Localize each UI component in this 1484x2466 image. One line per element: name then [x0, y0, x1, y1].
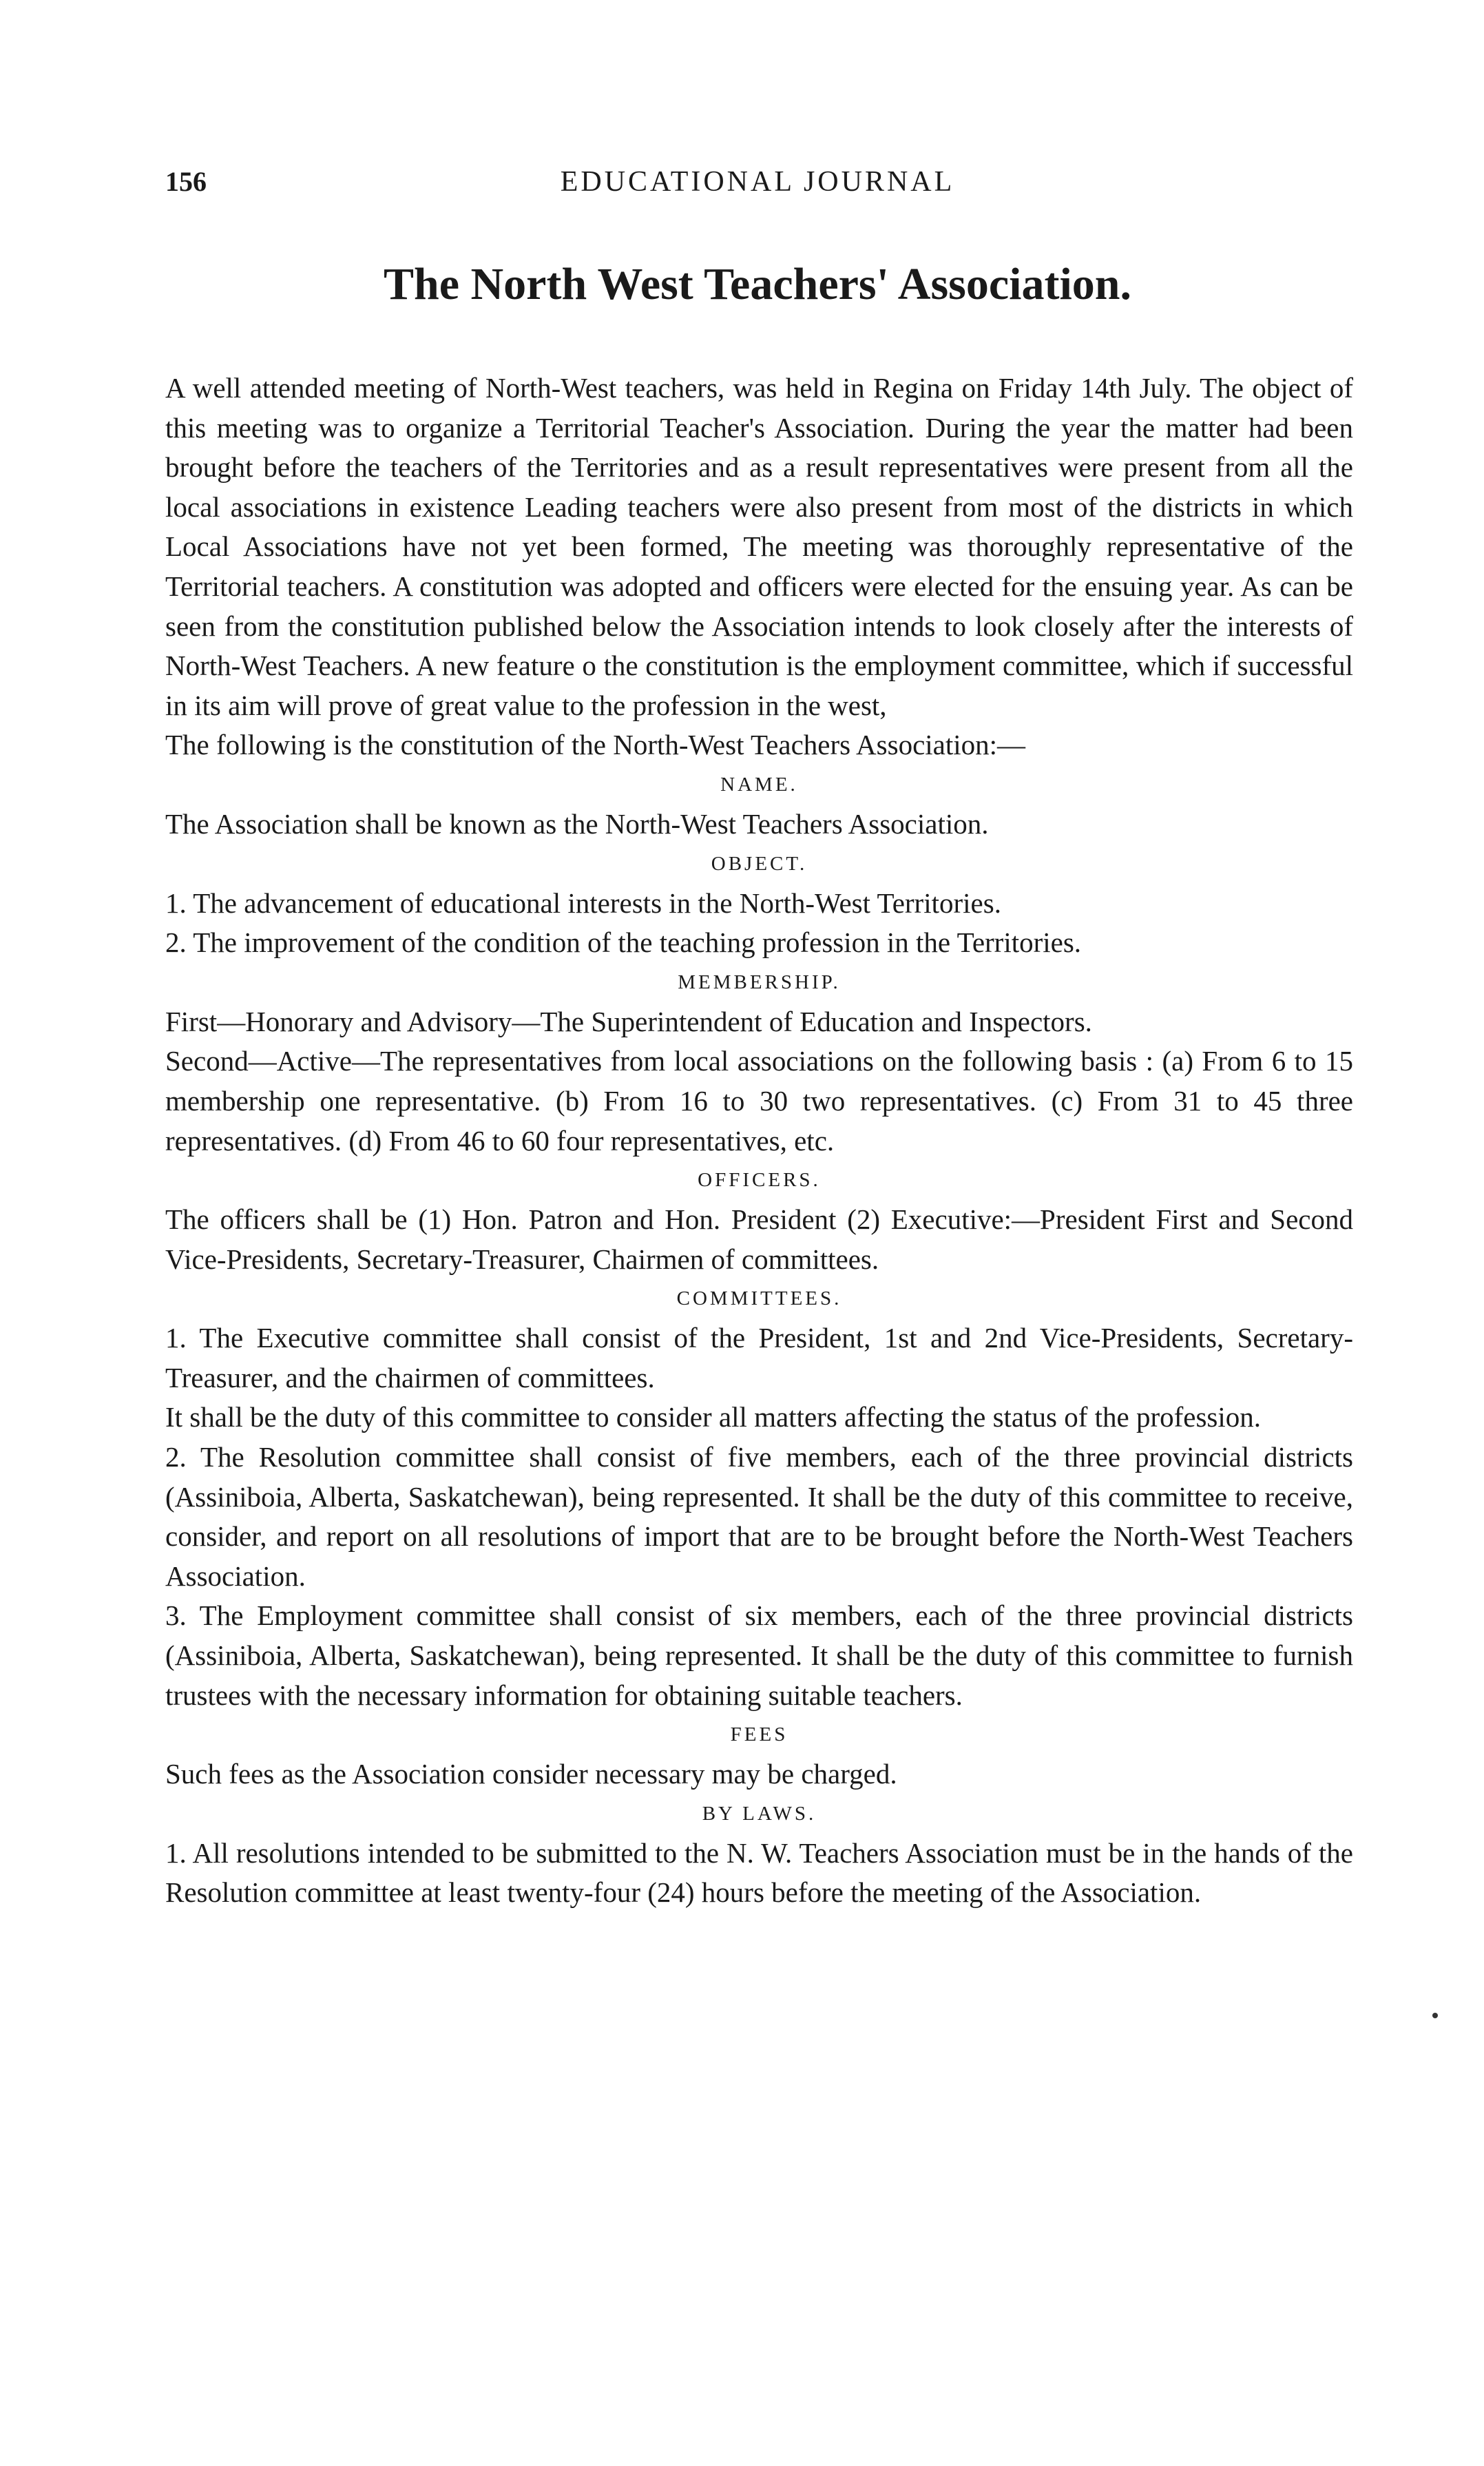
section-heading-object: OBJECT. [711, 852, 808, 875]
committee-resolution: 2. The Resolution committee shall consist of five members, each of the three provincial districts (Assiniboia, Alberta, Saskatchewan), being represented. It shall be the duty of this committee to receive, consider, and report on all resolutions of import that are to be brought before the North-West Teachers Association. [165, 1441, 1353, 1592]
officers-text: The officers shall be (1) Hon. Patron and Hon. President (2) Executive:—President First and Second Vice-Presidents, Secretary-Treasurer, Chairmen of committees. [165, 1203, 1353, 1275]
article-title: The North West Teachers' Association. [383, 259, 1131, 309]
section-heading-officers: OFFICERS. [698, 1169, 821, 1192]
running-head: EDUCATIONAL JOURNAL [560, 166, 955, 198]
object-item-1: 1. The advancement of educational interests in the North-West Territories. [165, 887, 1001, 919]
name-text: The Association shall be known as the North-West Teachers Association. [165, 807, 989, 840]
constitution-intro: The following is the constitution of the North-West Teachers Association:— [165, 729, 1026, 761]
stray-ink-dot [1432, 2013, 1438, 2018]
page-number: 156 [165, 166, 207, 197]
intro-paragraph: A well attended meeting of North-West teachers, was held in Regina on Friday 14th July. The object of this meeting was to organize a Territorial Teacher's Association. During the year the matter had been brought before the teachers of the Territories and as a result representatives were present from all the local associations in existence Leading teachers were also present from most of the districts in which Local Associations have not yet been formed, The meeting was thoroughly representative of the Territorial teachers. A constitution was adopted and officers were elected for the ensuing year. As can be seen from the constitution published below the Association intends to look closely after the interests of North-West Teachers. A new feature o the constitution is the employment committee, which if successful in its aim will prove of great value to the profession in the west, [165, 372, 1353, 721]
committee-employment: 3. The Employment committee shall consist of six members, each of the three provincial districts (Assiniboia, Alberta, Saskatchewan), being represented. It shall be the duty of this committee to furnish trustees with the necessary information for obtaining suitable teachers. [165, 1599, 1353, 1711]
bylaws-text: 1. All resolutions intended to be submitted to the N. W. Teachers Association must be in the hands of the Resolution committee at least twenty-four (24) hours before the meeting of the Association. [165, 1836, 1353, 1909]
committee-executive-duty: It shall be the duty of this committee to consider all matters affecting the status of the profession. [165, 1401, 1262, 1433]
section-heading-committees: COMMITTEES. [676, 1287, 842, 1310]
membership-first: First—Honorary and Advisory—The Superintendent of Education and Inspectors. [165, 1005, 1092, 1037]
membership-second: Second—Active—The representatives from local associations on the following basis : (a) From 6 to 15 membership one representative. (b) From 16 to 30 two representatives. (c) From 31 to 45 three representatives. (d) From 46 to 60 four representatives, etc. [165, 1045, 1353, 1157]
section-heading-bylaws: BY LAWS. [702, 1802, 817, 1825]
committee-executive: 1. The Executive committee shall consist of the President, 1st and 2nd Vice-Presidents, Secretary-Treasurer, and the chairmen of committees. [165, 1322, 1353, 1393]
section-heading-membership: MEMBERSHIP. [678, 971, 841, 993]
section-heading-fees: FEES [730, 1723, 788, 1746]
object-item-2: 2. The improvement of the condition of the teaching profession in the Territories. [165, 926, 1082, 959]
article-body [165, 369, 1353, 1913]
section-heading-name: NAME. [720, 773, 798, 796]
fees-text: Such fees as the Association consider necessary may be charged. [165, 1758, 897, 1790]
page-header [165, 165, 1350, 207]
